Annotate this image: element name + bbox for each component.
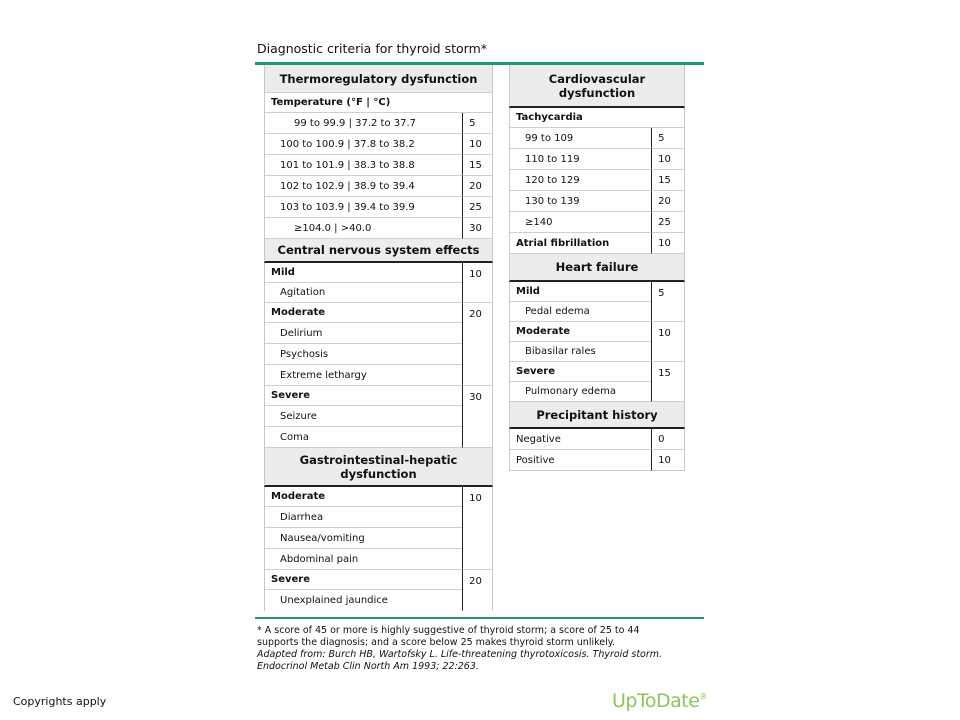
row-label: Positive: [510, 450, 651, 471]
group-points: 5: [651, 282, 685, 322]
left-column: [264, 65, 493, 611]
footnote-source2: Endocrinol Metab Clin North Am 1993; 22:263.: [257, 661, 479, 672]
row-label: 103 to 103.9 | 39.4 to 39.9: [265, 197, 462, 218]
thermo-heading: Thermoregulatory dysfunction: [264, 65, 493, 93]
list-item: Extreme lethargy: [265, 365, 462, 386]
row-label: 99 to 99.9 | 37.2 to 37.7: [265, 113, 462, 134]
table-row: [509, 429, 685, 450]
cardio-subheading-row: [509, 108, 685, 128]
right-column: [509, 65, 685, 471]
table-row: [264, 113, 493, 134]
table-row: [509, 191, 685, 212]
cardio-heading-line1: Cardiovascular: [548, 71, 646, 86]
list-item: Seizure: [265, 406, 462, 427]
row-points: 10: [651, 450, 685, 471]
row-points: 15: [462, 155, 493, 176]
cardio-subheading: Tachycardia: [510, 108, 685, 128]
gi-moderate-group: [264, 487, 493, 570]
severity-label: Moderate: [265, 303, 462, 323]
severity-label: Severe: [265, 570, 462, 590]
precip-heading: Precipitant history: [509, 402, 685, 429]
hf-severe-group: [509, 362, 685, 402]
severity-label: Severe: [265, 386, 462, 406]
group-points: 20: [462, 570, 493, 611]
table-row: [509, 149, 685, 170]
group-points: 20: [462, 303, 493, 386]
row-label: 101 to 101.9 | 38.3 to 38.8: [265, 155, 462, 176]
table-row: [509, 212, 685, 233]
group-points: 30: [462, 386, 493, 448]
row-points: 10: [462, 134, 493, 155]
gi-heading-line2: dysfunction: [340, 466, 417, 481]
row-label: Atrial fibrillation: [510, 233, 651, 254]
group-points: 15: [651, 362, 685, 402]
list-item: Coma: [265, 427, 462, 448]
hf-mild-group: [509, 282, 685, 322]
row-label: 110 to 119: [510, 149, 651, 170]
group-points: 10: [462, 487, 493, 570]
row-points: 5: [651, 128, 685, 149]
list-item: Unexplained jaundice: [280, 594, 388, 606]
row-points: 30: [462, 218, 493, 239]
row-label: ≥104.0 | >40.0: [265, 218, 462, 239]
row-points: 10: [651, 233, 685, 254]
group-points: 10: [651, 322, 685, 362]
list-item: Psychosis: [265, 344, 462, 365]
table-row: [509, 170, 685, 191]
row-label: 99 to 109: [510, 128, 651, 149]
registered-mark: ®: [699, 692, 707, 701]
hf-heading: Heart failure: [509, 254, 685, 282]
uptodate-logo: [612, 690, 707, 712]
table-row: [509, 233, 685, 254]
row-label: Negative: [510, 429, 651, 450]
list-item: Pulmonary edema: [510, 382, 651, 402]
footnote-source1: Adapted from: Burch HB, Wartofsky L. Life-threatening thyrotoxicosis. Thyroid storm.: [257, 649, 663, 660]
gi-heading-line1: Gastrointestinal-hepatic: [299, 452, 458, 467]
list-item: Bibasilar rales: [510, 342, 651, 362]
row-label: 100 to 100.9 | 37.8 to 38.2: [265, 134, 462, 155]
list-item: Delirium: [265, 323, 462, 344]
severity-label: Moderate: [510, 322, 651, 342]
cns-mild-group: [264, 263, 493, 303]
table-row: [264, 197, 493, 218]
table-row: [509, 128, 685, 149]
list-item: Abdominal pain: [265, 549, 462, 570]
row-label: 130 to 139: [510, 191, 651, 212]
table-row: [264, 176, 493, 197]
footnote: [257, 625, 677, 673]
table-row: [264, 218, 493, 239]
row-points: 25: [462, 197, 493, 218]
row-points: 20: [651, 191, 685, 212]
list-item: Pedal edema: [510, 302, 651, 322]
table-row: [264, 155, 493, 176]
table-row: [509, 450, 685, 471]
row-points: 20: [462, 176, 493, 197]
footnote-line2: supports the diagnosis; and a score below 25 makes thyroid storm unlikely.: [257, 637, 616, 648]
gi-heading: [264, 448, 493, 487]
cardio-heading-line2: dysfunction: [558, 85, 636, 100]
row-points: 25: [651, 212, 685, 233]
list-item: Agitation: [265, 283, 462, 303]
footnote-line1: * A score of 45 or more is highly suggestive of thyroid storm; a score of 25 to 44: [257, 625, 640, 636]
row-label: 120 to 129: [510, 170, 651, 191]
cns-severe-group: [264, 386, 493, 448]
severity-label: Mild: [510, 282, 651, 302]
copyright-notice: Copyrights apply: [13, 695, 107, 708]
row-points: 0: [651, 429, 685, 450]
thermo-subheading-row: [264, 93, 493, 113]
group-points: 10: [462, 263, 493, 303]
row-label: ≥140: [510, 212, 651, 233]
cns-heading: Central nervous system effects: [264, 239, 493, 263]
row-points: 10: [651, 149, 685, 170]
thermo-subheading: Temperature (°F | °C): [265, 93, 493, 113]
gi-severe-group: [264, 570, 493, 611]
row-points: 15: [651, 170, 685, 191]
severity-label: Moderate: [265, 487, 462, 507]
table-row: [264, 134, 493, 155]
page-title: Diagnostic criteria for thyroid storm*: [257, 41, 487, 56]
list-item: Diarrhea: [265, 507, 462, 528]
footer-rule: [255, 617, 704, 619]
row-label: 102 to 102.9 | 38.9 to 39.4: [265, 176, 462, 197]
cardio-heading: [509, 65, 685, 108]
severity-label: Mild: [265, 263, 462, 283]
list-item: Nausea/vomiting: [265, 528, 462, 549]
cns-moderate-group: [264, 303, 493, 386]
severity-label: Severe: [510, 362, 651, 382]
row-points: 5: [462, 113, 493, 134]
logo-text: UpToDate: [612, 690, 700, 712]
hf-moderate-group: [509, 322, 685, 362]
